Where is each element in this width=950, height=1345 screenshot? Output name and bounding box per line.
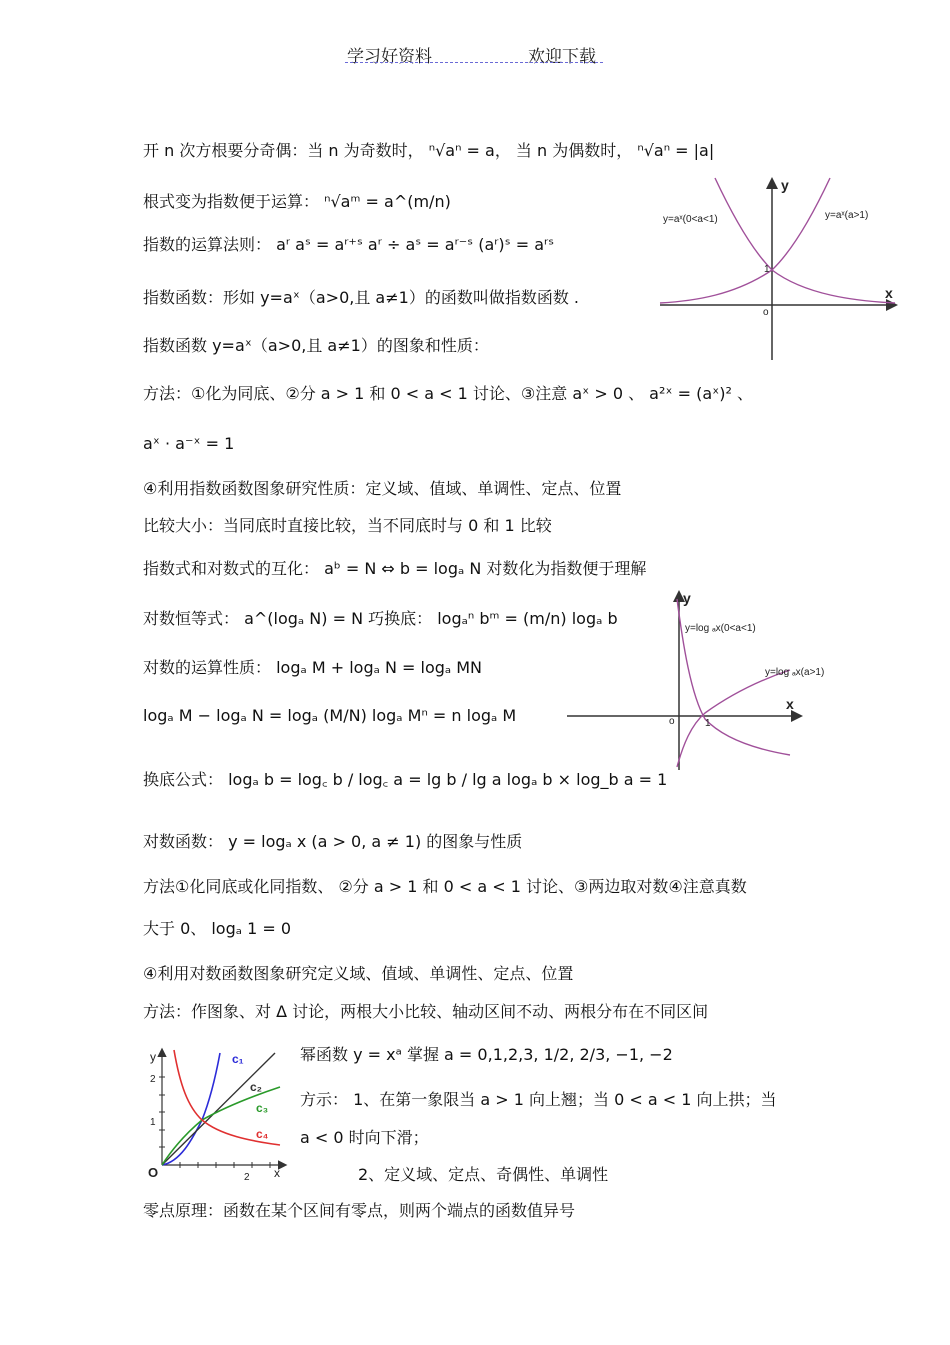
y-tick-2: 2 [150,1074,156,1085]
text-line-1: 开 n 次方根要分奇偶：当 n 为奇数时， ⁿ√aⁿ = a， 当 n 为偶数时， ⁿ√aⁿ = |a| [143,141,715,160]
origin-label: O [148,1165,159,1180]
curve-c1 [162,1053,220,1165]
power-function-graph [140,1045,290,1185]
x-axis-label: x [274,1166,280,1180]
header-right: 欢迎下载 [528,47,596,67]
origin-label: o [669,716,675,727]
one-label: 1 [764,264,770,275]
exponential-graph [655,170,905,365]
curve-label-a-gt-1: y=aˣ(a>1) [825,210,869,221]
text-line-20: 幂函数 y = xᵃ 掌握 a = 0,1,2,3, 1/2, 2/3, −1, −2 [300,1045,673,1064]
x-axis-label: x [786,696,794,712]
text-line-5: 指数函数 y=aˣ（a>0,且 a≠1）的图象和性质： [143,336,489,355]
header-dashed-rule [345,62,603,63]
text-line-15: 对数函数： y = logₐ x (a > 0, a ≠ 1) 的图象与性质 [143,832,523,851]
text-line-21: 方示： 1、在第一象限当 a > 1 向上翘；当 0 < a < 1 向上拱；当 [300,1090,777,1109]
curve-label-a-lt-1: y=log ₐx(0<a<1) [685,623,756,634]
curve-exp-a-gt-1 [660,178,830,303]
x-tick-2: 2 [244,1172,250,1183]
text-line-11: 对数恒等式： a^(logₐ N) = N 巧换底： logₐⁿ bᵐ = (m/n) logₐ b [143,609,618,628]
curve-exp-a-lt-1 [715,178,895,303]
x-axis-label: x [885,285,893,301]
y-tick-1: 1 [150,1117,156,1128]
text-line-9: 比较大小：当同底时直接比较，当不同底时与 0 和 1 比较 [143,516,552,535]
text-line-24: 零点原理：函数在某个区间有零点，则两个端点的函数值异号 [143,1201,576,1220]
text-line-22: a < 0 时向下滑； [300,1128,429,1147]
text-line-3: 指数的运算法则： aʳ aˢ = aʳ⁺ˢ aʳ ÷ aˢ = aʳ⁻ˢ (aʳ)ˢ = aʳˢ [143,235,555,254]
c2-label: c₂ [250,1080,263,1094]
c4-label: c₄ [256,1127,269,1141]
y-axis-label: y [781,177,789,193]
one-label: 1 [705,718,711,729]
text-line-2: 根式变为指数便于运算： ⁿ√aᵐ = a^(m/n) [143,192,451,211]
text-line-14: 换底公式： logₐ b = log꜀ b / log꜀ a = lg b / lg a logₐ b × log_b a = 1 [143,770,668,789]
text-line-10: 指数式和对数式的互化： aᵇ = N ⇔ b = logₐ N 对数化为指数便于理解 [143,559,647,578]
text-line-13: logₐ M − logₐ N = logₐ (M/N) logₐ Mⁿ = n logₐ M [143,706,517,725]
text-line-7: aˣ · a⁻ˣ = 1 [143,434,235,453]
curve-c3 [162,1087,280,1165]
text-line-18: ④利用对数函数图象研究定义域、值域、单调性、定点、位置 [143,964,574,983]
text-line-6: 方法：①化为同底、②分 a > 1 和 0 < a < 1 讨论、③注意 aˣ > 0 、 a²ˣ = (aˣ)² 、 [143,384,753,403]
text-line-19: 方法：作图象、对 Δ 讨论，两根大小比较、轴动区间不动、两根分布在不同区间 [143,1002,709,1021]
c3-label: c₃ [256,1101,269,1115]
logarithm-graph [565,585,825,775]
header-left: 学习好资料 [347,47,432,67]
curve-log-a-gt-1 [677,670,790,767]
y-axis-label: y [683,590,691,606]
y-axis-label: y [150,1050,156,1064]
text-line-23: 2、定义域、定点、奇偶性、单调性 [358,1165,609,1184]
curve-label-a-lt-1: y=aˣ(0<a<1) [663,214,718,225]
text-line-8: ④利用指数函数图象研究性质：定义域、值域、单调性、定点、位置 [143,479,622,498]
c1-label: c₁ [232,1052,244,1066]
text-line-12: 对数的运算性质： logₐ M + logₐ N = logₐ MN [143,658,483,677]
text-line-4: 指数函数：形如 y=aˣ（a>0,且 a≠1）的函数叫做指数函数 . [143,288,579,307]
text-line-16: 方法①化同底或化同指数、 ②分 a > 1 和 0 < a < 1 讨论、③两边取对数④注意真数 [143,877,747,896]
text-line-17: 大于 0、 logₐ 1 = 0 [143,919,292,938]
origin-label: o [763,307,769,318]
curve-label-a-gt-1: y=log ₐx(a>1) [765,667,825,678]
